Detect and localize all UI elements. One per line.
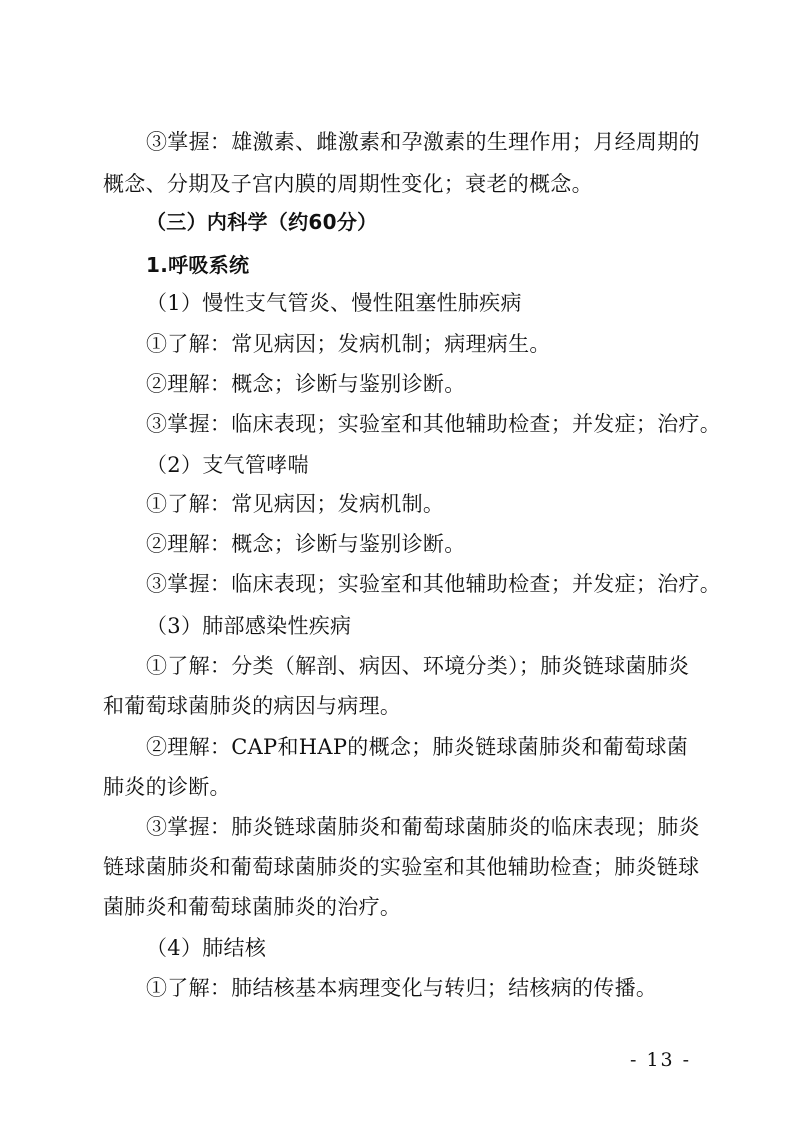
topic-heading: （2）支气管哮喘 [146, 453, 309, 477]
text-line: ①了解：肺结核基本病理变化与转归；结核病的传播。 [146, 976, 658, 1000]
text-line: ②理解：概念；诊断与鉴别诊断。 [146, 372, 466, 396]
text-line: 肺炎的诊断。 [103, 775, 231, 799]
text-line: 概念、分期及子宫内膜的周期性变化；衰老的概念。 [103, 172, 593, 196]
text-line: ③掌握：雄激素、雌激素和孕激素的生理作用；月经周期的 [146, 130, 700, 154]
section-heading: （三）内科学（约60分） [146, 210, 378, 234]
topic-heading: （1）慢性支气管炎、慢性阻塞性肺疾病 [146, 291, 522, 315]
text-line: ①了解：常见病因；发病机制。 [146, 492, 445, 516]
topic-heading: （3）肺部感染性疾病 [146, 614, 352, 638]
page-number: - 13 - [630, 1049, 692, 1071]
text-line: ①了解：常见病因；发病机制；病理病生。 [146, 332, 551, 356]
text-line: ②理解：CAP和HAP的概念；肺炎链球菌肺炎和葡萄球菌 [146, 735, 689, 759]
topic-heading: （4）肺结核 [146, 936, 267, 960]
text-line: 和葡萄球菌肺炎的病因与病理。 [103, 694, 402, 718]
text-line: ③掌握：临床表现；实验室和其他辅助检查；并发症；治疗。 [146, 412, 722, 436]
text-line: ③掌握：肺炎链球菌肺炎和葡萄球菌肺炎的临床表现；肺炎 [146, 815, 700, 839]
subsection-heading: 1.呼吸系统 [146, 253, 250, 277]
text-line: 链球菌肺炎和葡萄球菌肺炎的实验室和其他辅助检查；肺炎链球 [103, 855, 700, 879]
text-line: ①了解：分类（解剖、病因、环境分类）；肺炎链球菌肺炎 [146, 654, 690, 678]
text-line: ②理解：概念；诊断与鉴别诊断。 [146, 532, 466, 556]
text-line: ③掌握：临床表现；实验室和其他辅助检查；并发症；治疗。 [146, 572, 722, 596]
text-line: 菌肺炎和葡萄球菌肺炎的治疗。 [103, 895, 402, 919]
